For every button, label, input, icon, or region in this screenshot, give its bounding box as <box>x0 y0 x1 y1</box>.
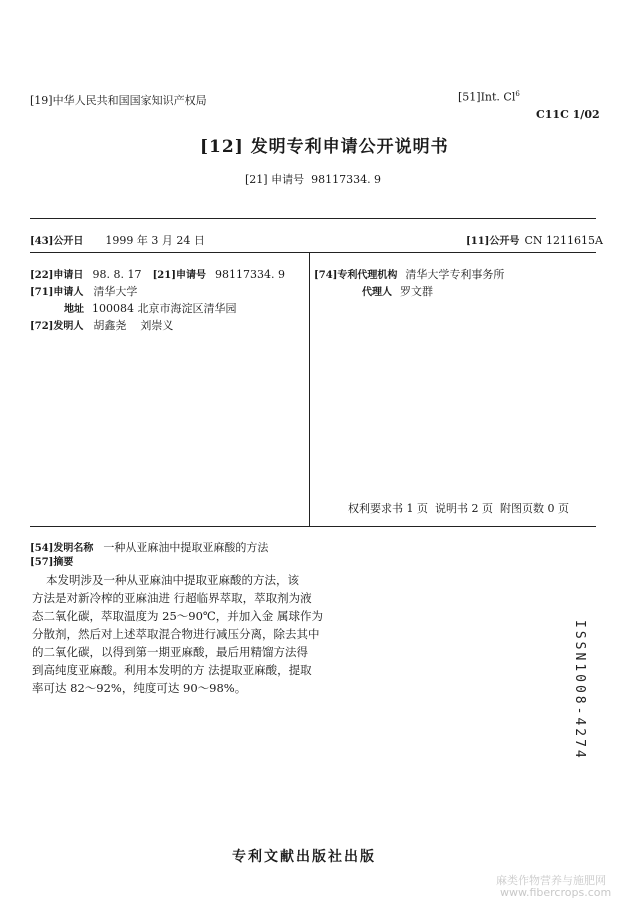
issn-code: ISSN1008-4274 <box>572 620 587 761</box>
invention-title-row: [54]发明名称 一种从亚麻油中提取亚麻酸的方法 <box>30 541 269 554</box>
publication-date: [43]公开日 1999 年 3 月 24 日 <box>30 234 205 247</box>
int-cl-edition: 6 <box>515 90 520 98</box>
inventor-row: [72]发明人 胡鑫尧 刘崇义 <box>30 319 174 332</box>
abstract-line: 方法是对新冷榨的亚麻油进 行超临界萃取，萃取剂为液 <box>32 591 312 605</box>
applicant-row: [71]申请人 清华大学 <box>30 285 138 298</box>
issuing-authority: [19]中华人民共和国国家知识产权局 <box>30 94 207 107</box>
publisher-footer: 专利文献出版社出版 <box>232 849 376 865</box>
abstract-label: [57]摘要 <box>30 557 74 568</box>
watermark-site-name: 麻类作物营养与施肥网 <box>496 874 606 887</box>
abstract-line: 到高纯度亚麻酸。利用本发明的方 法提取亚麻酸，提取 <box>32 663 312 677</box>
watermark-url: www.fibercrops.com <box>500 886 612 899</box>
agency-row: [74]专利代理机构 清华大学专利事务所 <box>314 268 505 281</box>
int-cl-label: [51]Int. Cl$^6$ <box>458 90 520 104</box>
publication-number: [11]公开号 CN 1211615A <box>466 234 603 247</box>
pages-summary: 权利要求书 1 页 说明书 2 页 附图页数 0 页 <box>348 502 569 515</box>
divider-abstract <box>30 526 596 527</box>
column-divider <box>309 252 310 526</box>
abstract-line: 本发明涉及一种从亚麻油中提取亚麻酸的方法，该 <box>46 573 299 587</box>
abstract-line: 态二氧化碳，萃取温度为 25～90℃，并加入金 属球作为 <box>32 609 323 623</box>
agent-row: 代理人 罗文群 <box>362 285 433 298</box>
divider-top <box>30 218 596 219</box>
abstract-line: 率可达 82～92%，纯度可达 90～98%。 <box>32 681 247 695</box>
address-row: 地址 100084 北京市海淀区清华园 <box>64 302 237 315</box>
abstract-line: 分散剂，然后对上述萃取混合物进行减压分离，除去其中 <box>32 627 320 641</box>
int-cl-code: C11C 1/02 <box>536 108 600 121</box>
header-application-number: [21] 申请号 98117334. 9 <box>245 173 382 186</box>
document-type-title: [12] 发明专利申请公开说明书 <box>200 137 449 157</box>
divider-bibliographic <box>30 252 596 253</box>
filing-row: [22]申请日 98. 8. 17 [21]申请号 98117334. 9 <box>30 268 286 281</box>
abstract-line: 的二氧化碳，以得到第一期亚麻酸，最后用精馏方法得 <box>32 645 308 659</box>
